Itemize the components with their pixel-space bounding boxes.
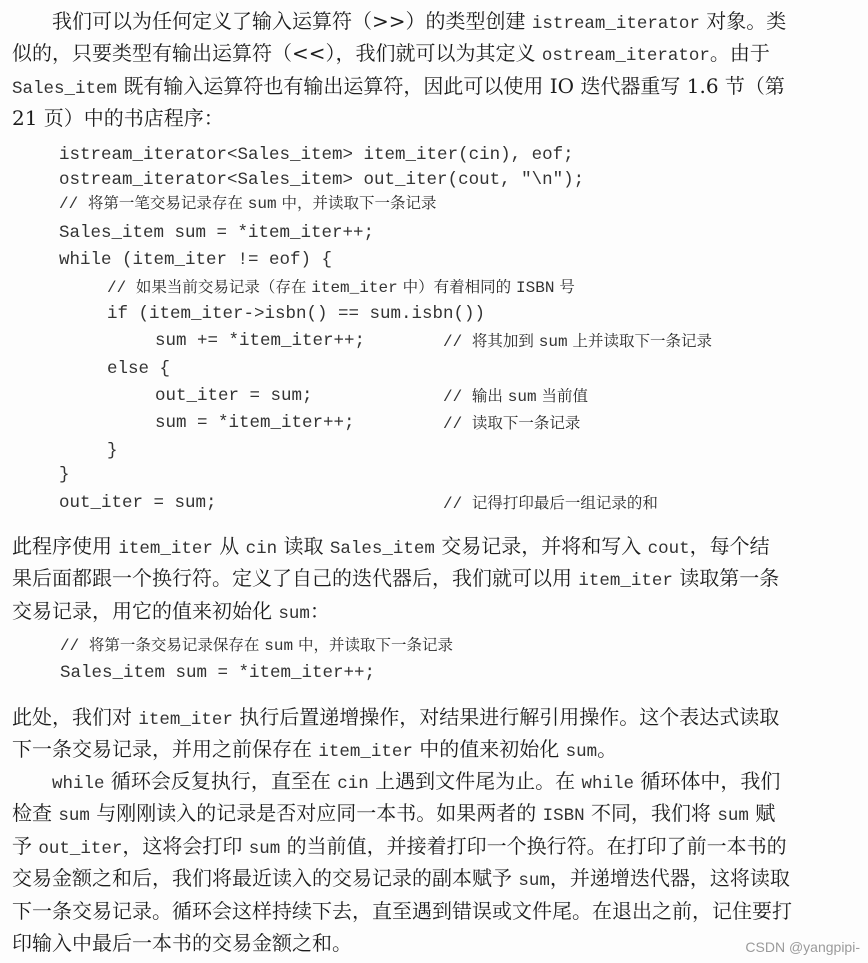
comment-code: // xyxy=(443,388,472,406)
text: 交易记录，用它的值来初始化 xyxy=(12,599,279,623)
code-block-1-line: out_iter = sum; xyxy=(155,386,313,406)
inline-code: while xyxy=(52,774,105,794)
inline-code: out_iter xyxy=(38,839,123,859)
comment-code: sum xyxy=(264,637,294,655)
inline-code: sum xyxy=(58,806,90,826)
code-comment xyxy=(59,190,437,216)
inline-code: sum xyxy=(565,742,598,762)
comment-code: sum xyxy=(538,333,568,351)
paragraph-2-line xyxy=(12,531,770,561)
text: 循环会反复执行，直至在 xyxy=(104,769,338,793)
text: ： xyxy=(309,599,330,623)
inline-code: sum xyxy=(518,871,550,891)
code-block-1-line: Sales_item sum = *item_iter++; xyxy=(59,223,375,243)
paragraph-1-line xyxy=(12,103,224,133)
text: 读取 xyxy=(277,534,330,558)
text: 上遇到文件尾为止。在 xyxy=(368,769,582,793)
text: 下一条交易记录，并用之前保存在 xyxy=(12,737,319,761)
code-comment xyxy=(443,490,658,516)
text: 不同，我们将 xyxy=(584,801,718,825)
inline-code: cin xyxy=(245,539,278,559)
code-block-1-line: } xyxy=(107,441,118,461)
paragraph-3-line xyxy=(12,702,779,732)
comment-text: 如果当前交易记录（存在 xyxy=(135,278,312,296)
comment-code: item_iter xyxy=(311,279,398,297)
code-block-1-line: } xyxy=(59,465,70,485)
code-comment xyxy=(443,328,712,354)
text: 似的，只要类型有输出运算符（<<），我们就可以为其定义 xyxy=(12,41,542,65)
inline-code: while xyxy=(581,774,634,794)
text: 检查 xyxy=(12,801,59,825)
text: 。 xyxy=(597,737,618,761)
text: ，这将会打印 xyxy=(122,834,249,858)
comment-text: 将其加到 xyxy=(471,332,539,350)
inline-code: sum xyxy=(248,839,281,859)
paragraph-4-line xyxy=(12,831,787,861)
paragraph-2-line xyxy=(12,563,779,593)
text: 果后面都跟一个换行符。定义了自己的迭代器后，我们就可以用 xyxy=(12,566,579,590)
text: 予 xyxy=(12,834,39,858)
comment-code: sum xyxy=(247,195,277,213)
comment-code: ISBN xyxy=(516,279,555,297)
inline-code: item_iter xyxy=(318,742,413,762)
text: 。由于 xyxy=(709,41,770,65)
text: 的当前值，并接着打印一个换行符。在打印了前一本书的 xyxy=(280,834,787,858)
comment-text: 记得打印最后一组记录的和 xyxy=(471,494,658,512)
code-block-1-line: sum = *item_iter++; xyxy=(155,413,355,433)
comment-code: // xyxy=(443,495,472,513)
text: 印输入中最后一本书的交易金额之和。 xyxy=(12,931,352,955)
text: 下一条交易记录。循环会这样持续下去，直至遇到错误或文件尾。在退出之前，记住要打 xyxy=(12,899,792,923)
paragraph-4-line xyxy=(52,766,780,796)
inline-code: Sales_item xyxy=(329,539,435,559)
text: 交易记录，并将和写入 xyxy=(434,534,648,558)
code-comment xyxy=(107,274,575,300)
inline-code: item_iter xyxy=(118,539,213,559)
comment-code: sum xyxy=(507,388,537,406)
comment-text: 输出 xyxy=(471,387,508,405)
text: 读取第一条 xyxy=(672,566,780,590)
text: 交易金额之和后，我们将最近读入的交易记录的副本赋予 xyxy=(12,866,519,890)
comment-text: 号 xyxy=(554,278,575,296)
text: 循环体中，我们 xyxy=(633,769,781,793)
inline-code: item_iter xyxy=(578,571,673,591)
code-block-1-line: ostream_iterator<Sales_item> out_iter(cout, "\n"); xyxy=(59,170,585,190)
text: 我们可以为任何定义了输入运算符（>>）的类型创建 xyxy=(52,9,532,33)
code-block-1-line: sum += *item_iter++; xyxy=(155,331,366,351)
comment-text: 上并读取下一条记录 xyxy=(567,332,712,350)
watermark: CSDN @yangpipi- xyxy=(745,939,860,955)
text: 从 xyxy=(212,534,246,558)
text: 执行后置递增操作，对结果进行解引用操作。这个表达式读取 xyxy=(232,705,780,729)
code-comment xyxy=(443,410,580,436)
comment-text: 中）有着相同的 xyxy=(397,278,517,296)
comment-text: 当前值 xyxy=(536,387,588,405)
paragraph-4-line xyxy=(12,896,792,926)
paragraph-1-line xyxy=(12,38,770,68)
paragraph-3-line xyxy=(12,734,617,764)
text: 对象。类 xyxy=(699,9,787,33)
text: ，并递增迭代器，这将读取 xyxy=(549,866,790,890)
inline-code: cout xyxy=(647,539,690,559)
paragraph-4-line xyxy=(12,928,352,958)
text: 既有输入运算符也有输出运算符，因此可以使用 IO 迭代器重写 1.6 节（第 xyxy=(117,74,785,98)
inline-code: item_iter xyxy=(138,710,233,730)
comment-text: 读取下一条记录 xyxy=(471,414,581,432)
paragraph-2-line xyxy=(12,596,330,626)
paragraph-1-line xyxy=(12,71,785,101)
inline-code: cin xyxy=(337,774,369,794)
comment-code: // xyxy=(107,279,136,297)
comment-code: // xyxy=(443,333,472,351)
inline-code: sum xyxy=(717,806,749,826)
inline-code: ISBN xyxy=(542,806,585,826)
text: 此处，我们对 xyxy=(12,705,139,729)
comment-code: // xyxy=(59,195,88,213)
comment-code: // xyxy=(443,415,472,433)
comment-text: 中，并读取下一条记录 xyxy=(276,194,437,212)
text: 赋 xyxy=(748,801,776,825)
inline-code: ostream_iterator xyxy=(541,46,710,66)
text: 与刚刚读入的记录是否对应同一本书。如果两者的 xyxy=(89,801,543,825)
inline-code: sum xyxy=(278,604,310,624)
code-block-1-line: while (item_iter != eof) { xyxy=(59,250,333,270)
text: 此程序使用 xyxy=(12,534,119,558)
code-block-1-line: if (item_iter->isbn() == sum.isbn()) xyxy=(107,304,486,324)
comment-text: 将第一条交易记录保存在 xyxy=(88,636,265,654)
inline-code: Sales_item xyxy=(12,79,118,99)
code-block-1-line: out_iter = sum; xyxy=(59,493,217,513)
comment-text: 中，并读取下一条记录 xyxy=(293,636,453,654)
code-block-2-line: Sales_item sum = *item_iter++; xyxy=(60,663,376,683)
paragraph-4-line xyxy=(12,798,775,828)
text: 21 页）中的书店程序： xyxy=(12,106,224,130)
code-block-1-line: istream_iterator<Sales_item> item_iter(cin), eof; xyxy=(59,145,574,165)
inline-code: istream_iterator xyxy=(531,14,700,34)
paragraph-4-line xyxy=(12,863,790,893)
text: 中的值来初始化 xyxy=(412,737,566,761)
code-block-1-line: else { xyxy=(107,359,171,379)
text: ，每个结 xyxy=(689,534,770,558)
comment-code: // xyxy=(60,637,89,655)
code-comment xyxy=(60,632,453,658)
code-comment xyxy=(443,383,588,409)
paragraph-1-line xyxy=(52,6,786,36)
comment-text: 将第一笔交易记录存在 xyxy=(87,194,248,212)
